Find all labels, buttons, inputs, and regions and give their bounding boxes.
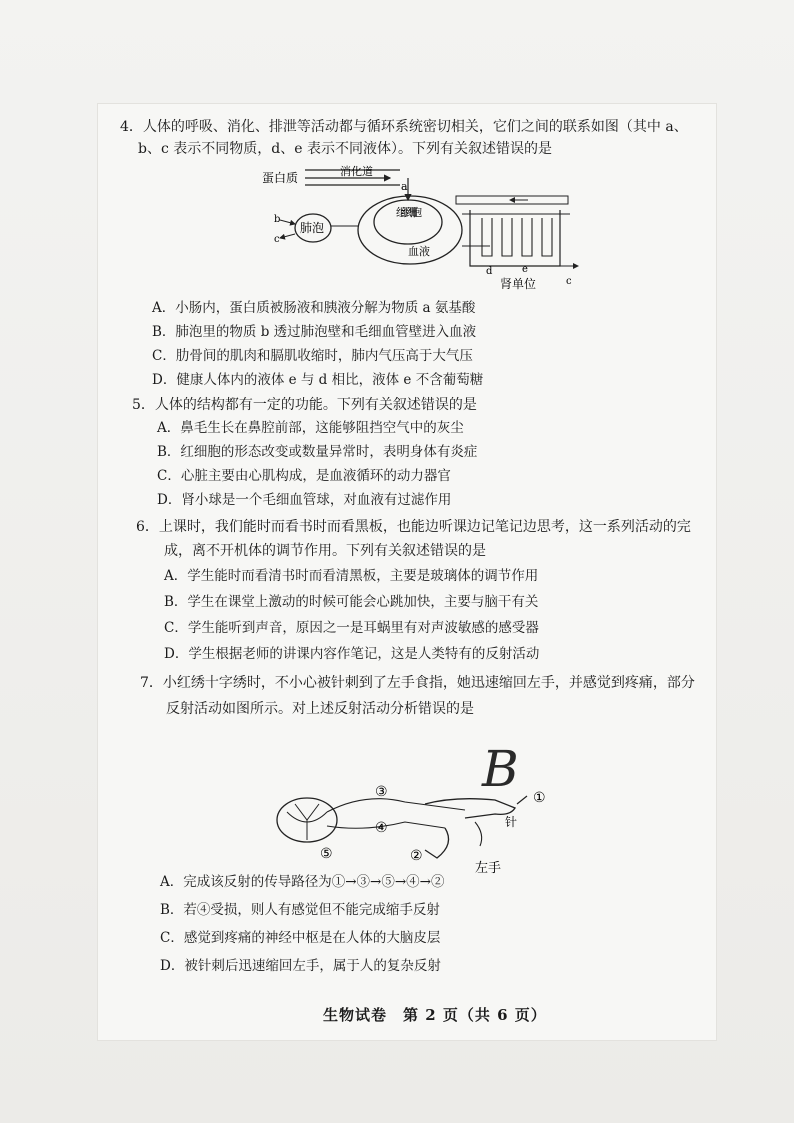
q5-stem: 5．人体的结构都有一定的功能。下列有关叙述错误的是 xyxy=(132,397,477,413)
q6-option-b[interactable]: B．学生在课堂上激动的时候可能会心跳加快，主要与脑干有关 xyxy=(164,594,539,610)
q4-label-b: b xyxy=(274,214,281,225)
q4-label-blood: 血液 xyxy=(408,245,430,258)
q7-option-b[interactable]: B．若④受损，则人有感觉但不能完成缩手反射 xyxy=(160,902,440,918)
q4-label-d: d xyxy=(486,266,493,277)
q4-label-nephron: 肾单位 xyxy=(500,277,537,290)
q4-label-protein: 蛋白质 xyxy=(262,171,299,185)
handwritten-answer-text: B xyxy=(482,740,519,798)
q7-label-needle: 针 xyxy=(505,815,518,829)
q4-stem-line2: b、c 表示不同物质，d、e 表示不同液体）。下列有关叙述错误的是 xyxy=(138,141,552,157)
q4-label-digestive-tract: 消化道 xyxy=(340,165,373,178)
q7-label-3: ③ xyxy=(375,784,388,800)
q7-label-1: ① xyxy=(533,790,546,806)
q7-stem-line1: 7．小红绣十字绣时，不小心被针刺到了左手食指，她迅速缩回左手，并感觉到疼痛，部分 xyxy=(140,675,695,691)
q6-option-c[interactable]: C．学生能听到声音，原因之一是耳蜗里有对声波敏感的感受器 xyxy=(164,620,539,636)
q6-option-a[interactable]: A．学生能时而看清书时而看清黑板，主要是玻璃体的调节作用 xyxy=(164,568,539,584)
q4-label-c: c xyxy=(274,234,280,245)
q6-option-d[interactable]: D．学生根据老师的讲课内容作笔记，这是人类特有的反射活动 xyxy=(164,646,540,662)
q5-option-d[interactable]: D．肾小球是一个毛细血管球，对血液有过滤作用 xyxy=(157,492,452,508)
q5-option-b[interactable]: B．红细胞的形态改变或数量异常时，表明身体有炎症 xyxy=(157,444,478,460)
q4-option-c[interactable]: C．肋骨间的肌肉和膈肌收缩时，肺内气压高于大气压 xyxy=(152,348,473,364)
q4-circulation-diagram xyxy=(260,160,600,290)
q7-label-left-hand: 左手 xyxy=(475,861,502,876)
q4-label-e: e xyxy=(522,264,528,275)
q7-option-a[interactable]: A．完成该反射的传导路径为①→③→⑤→④→② xyxy=(160,874,445,890)
q4-label-a: a xyxy=(401,180,408,193)
q4-option-b[interactable]: B．肺泡里的物质 b 透过肺泡壁和毛细血管壁进入血液 xyxy=(152,324,477,340)
q5-option-a[interactable]: A．鼻毛生长在鼻腔前部，这能够阻挡空气中的灰尘 xyxy=(157,420,464,436)
q6-stem-line1: 6．上课时，我们能时而看书时而看黑板，也能边听课边记笔记边思考，这一系列活动的完 xyxy=(136,519,691,535)
q4-label-tissue-cell: 组织细胞 xyxy=(396,206,422,219)
q7-reflex-arc-diagram xyxy=(265,782,565,877)
q4-label-c2: c xyxy=(566,276,572,287)
q6-stem-line2: 成，离不开机体的调节作用。下列有关叙述错误的是 xyxy=(164,543,486,559)
q5-option-c[interactable]: C．心脏主要由心肌构成，是血液循环的动力器官 xyxy=(157,468,451,484)
q7-label-5: ⑤ xyxy=(320,846,333,862)
q7-stem-line2: 反射活动如图所示。对上述反射活动分析错误的是 xyxy=(166,701,474,717)
page-footer: 生物试卷 第 2 页（共 6 页） xyxy=(323,1006,547,1024)
q4-stem-line1: 4．人体的呼吸、消化、排泄等活动都与循环系统密切相关，它们之间的联系如图（其中 a、 xyxy=(120,119,688,135)
q7-label-4: ④ xyxy=(375,820,388,836)
q7-label-2: ② xyxy=(410,848,423,864)
q4-option-a[interactable]: A．小肠内，蛋白质被肠液和胰液分解为物质 a 氨基酸 xyxy=(152,300,476,316)
q4-label-alveolus: 肺泡 xyxy=(300,221,325,235)
q7-option-d[interactable]: D．被针刺后迅速缩回左手，属于人的复杂反射 xyxy=(160,958,441,974)
q4-option-d[interactable]: D．健康人体内的液体 e 与 d 相比，液体 e 不含葡萄糖 xyxy=(152,372,484,388)
q7-option-c[interactable]: C．感觉到疼痛的神经中枢是在人体的大脑皮层 xyxy=(160,930,441,946)
